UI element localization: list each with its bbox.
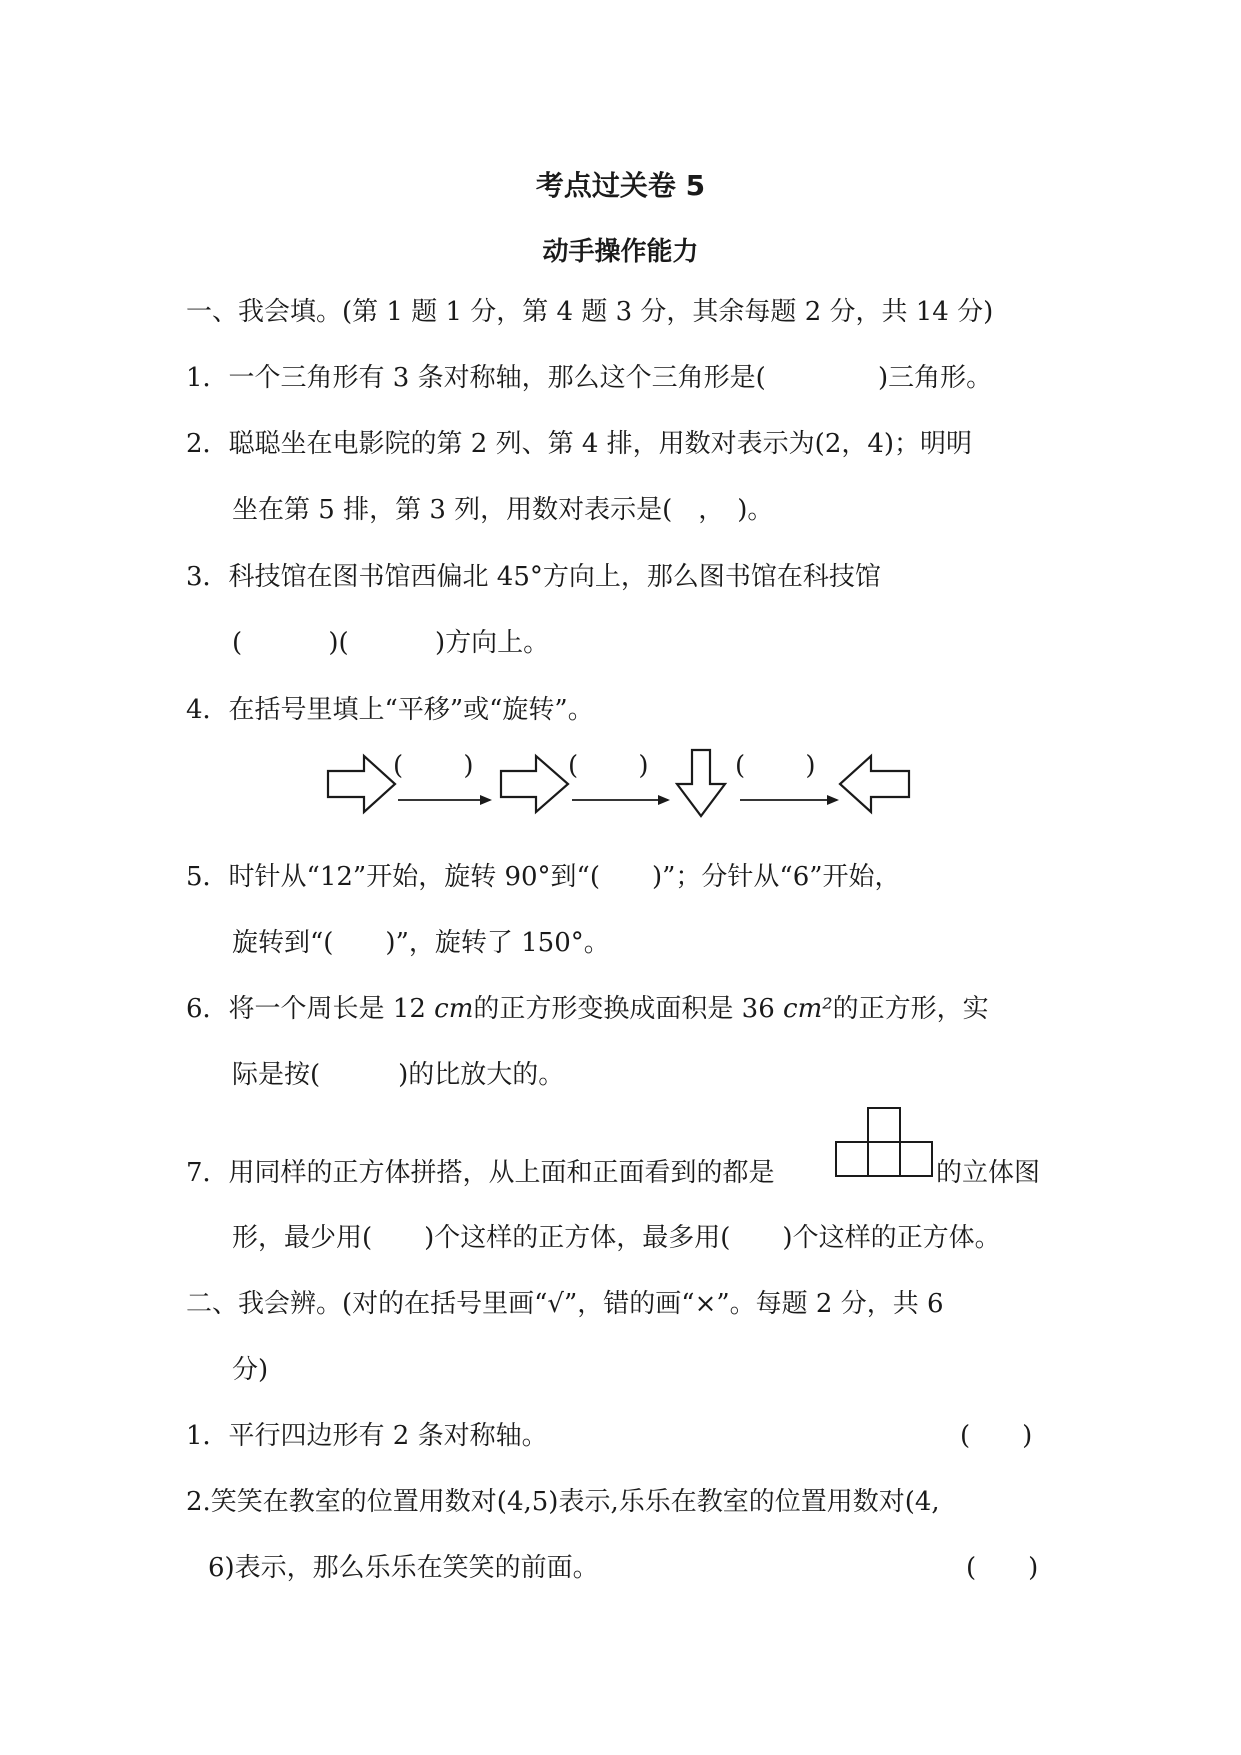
question-1-7-line2: 形，最少用( )个这样的正方体，最多用( )个这样的正方体。 <box>232 1223 1001 1253</box>
question-1-7-line1-a: 7．用同样的正方体拼搭，从上面和正面看到的都是 <box>186 1158 775 1188</box>
section1-heading: 一、我会填。(第 1 题 1 分，第 4 题 3 分，其余每题 2 分，共 14 分) <box>186 297 994 327</box>
question-2-2-line1: 2.笑笑在教室的位置用数对(4,5)表示,乐乐在教室的位置用数对(4, <box>186 1487 940 1517</box>
question-1-7-line1-b: 的立体图 <box>936 1158 1041 1188</box>
page-title: 考点过关卷 5 <box>535 169 706 202</box>
q2-2-answer-blank[interactable]: ( ) <box>966 1553 1039 1583</box>
question-1-5-line2: 旋转到“( )”，旋转了 150°。 <box>232 928 610 958</box>
thin-arrowhead-1 <box>480 795 492 805</box>
page-subtitle: 动手操作能力 <box>542 237 699 267</box>
left-block-arrow-icon <box>840 756 909 812</box>
question-2-1: 1．平行四边形有 2 条对称轴。 <box>186 1421 548 1451</box>
q6-text-b: 的正方形变换成面积是 36 <box>473 994 775 1024</box>
right-block-arrow-icon <box>501 756 568 812</box>
q6-unit-cm2: cm² <box>783 994 833 1024</box>
down-block-arrow-icon <box>677 750 725 816</box>
question-1-6-line1 <box>186 992 989 1026</box>
q6-text-a: 6．将一个周长是 12 <box>186 994 426 1024</box>
q6-unit-cm: cm <box>434 994 474 1024</box>
q4-blank-1[interactable]: ( ) <box>393 751 474 781</box>
thin-arrowhead-2 <box>658 795 670 805</box>
question-1-3-line1: 3．科技馆在图书馆西偏北 45°方向上，那么图书馆在科技馆 <box>186 562 881 592</box>
thin-arrowhead-3 <box>827 795 839 805</box>
section2-heading-line2: 分) <box>232 1355 269 1385</box>
section2-heading-line1: 二、我会辨。(对的在括号里画“√”，错的画“×”。每题 2 分，共 6 <box>186 1289 944 1319</box>
question-1-6-line2: 际是按( )的比放大的。 <box>232 1060 565 1090</box>
question-1-2-line2: 坐在第 5 排，第 3 列，用数对表示是( ， )。 <box>232 495 774 525</box>
question-1-2-line1: 2．聪聪坐在电影院的第 2 列、第 4 排，用数对表示为(2，4)；明明 <box>186 429 973 459</box>
question-2-2-line2: 6)表示，那么乐乐在笑笑的前面。 <box>208 1553 599 1583</box>
cube-view-figure <box>834 1106 934 1178</box>
right-block-arrow-icon <box>328 756 395 812</box>
question-1-5-line1: 5．时针从“12”开始，旋转 90°到“( )”；分针从“6”开始， <box>186 862 901 892</box>
question-1-1: 1．一个三角形有 3 条对称轴，那么这个三角形是( )三角形。 <box>186 363 993 393</box>
question-1-3-line2: ( )( )方向上。 <box>232 628 550 658</box>
q2-1-answer-blank[interactable]: ( ) <box>960 1421 1033 1451</box>
q4-blank-2[interactable]: ( ) <box>568 751 649 781</box>
q4-blank-3[interactable]: ( ) <box>735 751 816 781</box>
question-1-4: 4．在括号里填上“平移”或“旋转”。 <box>186 695 594 725</box>
q6-text-c: 的正方形，实 <box>832 994 989 1024</box>
